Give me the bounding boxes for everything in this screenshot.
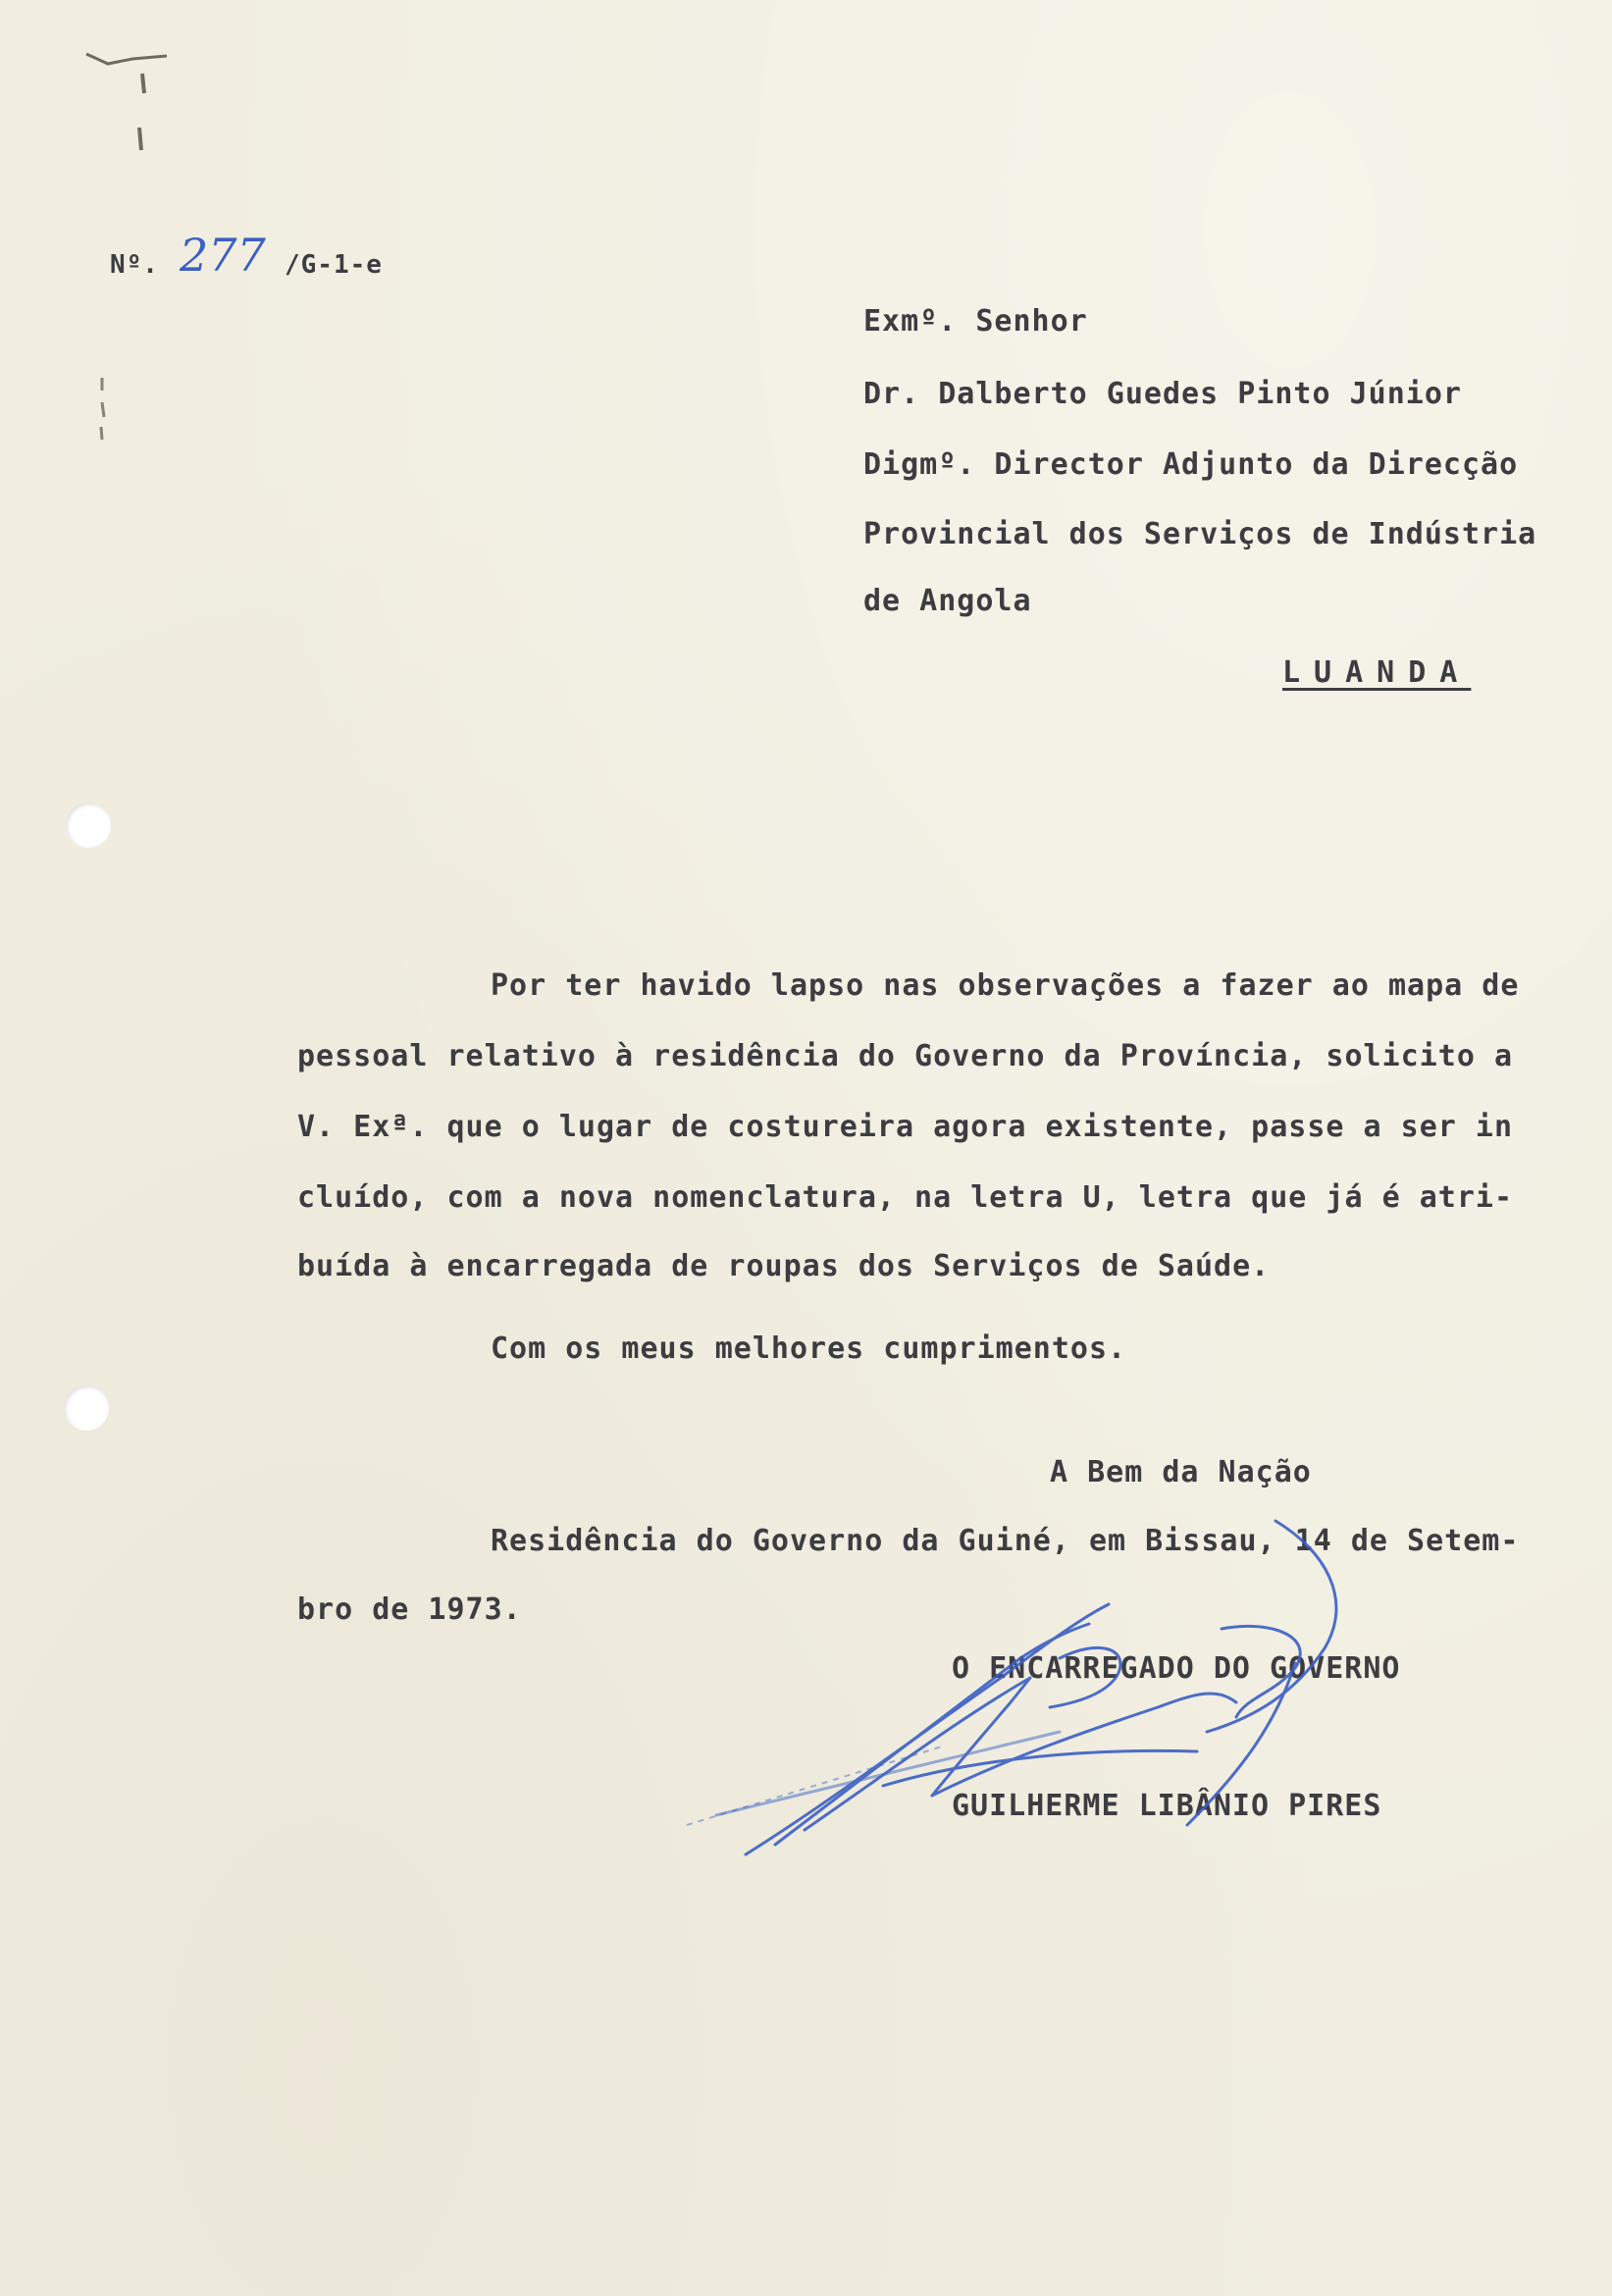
margin-tick-marks bbox=[92, 373, 112, 451]
body-line: buída à encarregada de roupas dos Serviços de Saúde. bbox=[297, 1249, 1271, 1283]
addressee-title-line-3: de Angola bbox=[863, 584, 1032, 618]
signatory-title: O ENCARREGADO DO GOVERNO bbox=[952, 1651, 1401, 1686]
closing-line: Com os meus melhores cumprimentos. bbox=[491, 1331, 1127, 1366]
punch-hole-bottom bbox=[64, 1385, 109, 1431]
addressee-city: LUANDA bbox=[1282, 655, 1472, 690]
body-line: cluído, com a nova nomenclatura, na letra U, letra que já é atri- bbox=[297, 1180, 1513, 1215]
place-date-line-1: Residência do Governo da Guiné, em Bissau, 14 de Setem- bbox=[491, 1524, 1520, 1558]
body-line: Por ter havido lapso nas observações a fazer ao mapa de bbox=[491, 968, 1520, 1003]
punch-hole-top bbox=[66, 803, 111, 848]
valediction: A Bem da Nação bbox=[1050, 1455, 1312, 1489]
body-line: V. Exª. que o lugar de costureira agora existente, passe a ser in bbox=[297, 1110, 1513, 1144]
place-date-line-2: bro de 1973. bbox=[297, 1592, 522, 1627]
handwritten-signature bbox=[687, 1491, 1452, 1904]
signatory-name: GUILHERME LIBÂNIO PIRES bbox=[952, 1789, 1382, 1823]
margin-pencil-marks bbox=[78, 34, 186, 162]
reference-suffix: /G-1-e bbox=[285, 250, 383, 280]
addressee-title-line-2: Provincial dos Serviços de Indústria bbox=[863, 517, 1537, 551]
body-line: pessoal relativo à residência do Governo da Província, solicito a bbox=[297, 1039, 1513, 1073]
addressee-name: Dr. Dalberto Guedes Pinto Júnior bbox=[863, 377, 1462, 411]
reference-prefix: Nº. bbox=[110, 250, 159, 280]
reference-handwritten-number: 277 bbox=[180, 229, 266, 282]
addressee-title-line-1: Digmº. Director Adjunto da Direcção bbox=[863, 447, 1519, 482]
addressee-salutation: Exmº. Senhor bbox=[863, 304, 1088, 339]
